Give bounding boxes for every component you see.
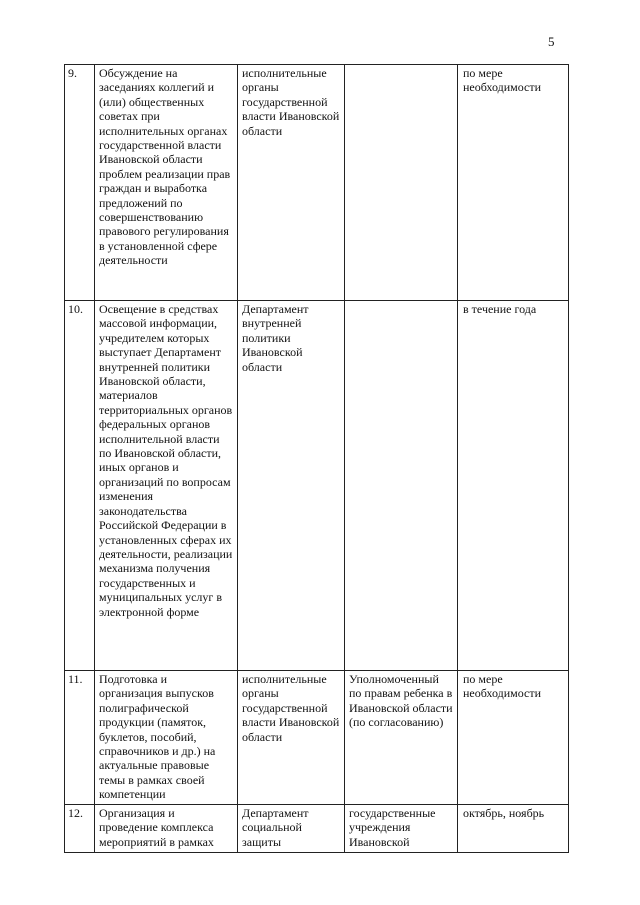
- executor-cell: [238, 805, 345, 853]
- activity-text: Освещение в средствах массовой информации, учредителем которых выступает Департамент внутренней политики Ивановской области, материалов территориальных органов федеральных органов исполнительной власти по Ивановской области, иных органов и организаций по вопросам изменения законодательства Российской Федерации в установленных сферах их деятельности, реализации механизма получения государственных и муниципальных услуг в электронной форме: [99, 302, 233, 619]
- executor-text: исполнительные органы государственной власти Ивановской области: [242, 672, 340, 744]
- deadline-text: по мере необходимости: [463, 672, 542, 701]
- table-row: [65, 65, 569, 301]
- row-number: 12.: [65, 805, 95, 853]
- partner-cell: [345, 301, 458, 671]
- partner-cell: [345, 805, 458, 853]
- activity-text: Обсуждение на заседаниях коллегий и (или) общественных советах при исполнительных органах государственной власти Ивановской области проблем реализации прав граждан и выработка предложений по совершенствованию правового регулирования в установленной сфере деятельности: [99, 66, 231, 268]
- deadline-cell: [458, 805, 569, 853]
- activity-cell: [95, 65, 238, 301]
- executor-cell: [238, 65, 345, 301]
- page-number: 5: [548, 34, 555, 49]
- executor-cell: [238, 671, 345, 805]
- activity-text: Подготовка и организация выпусков полиграфической продукции (памяток, буклетов, пособий, справочников и др.) на актуальные правовые темы в рамках своей компетенции: [99, 672, 216, 802]
- row-number: 9.: [65, 65, 95, 301]
- partner-cell: [345, 671, 458, 805]
- row-number: 10.: [65, 301, 95, 671]
- activity-cell: [95, 671, 238, 805]
- partner-cell: [345, 65, 458, 301]
- deadline-text: в течение года: [463, 302, 537, 316]
- deadline-text: по мере необходимости: [463, 66, 542, 95]
- executor-cell: [238, 301, 345, 671]
- executor-text: Департамент социальной защиты: [242, 806, 309, 849]
- plan-table: [64, 64, 569, 853]
- deadline-cell: [458, 301, 569, 671]
- executor-text: исполнительные органы государственной власти Ивановской области: [242, 66, 340, 138]
- table-row: [65, 805, 569, 853]
- deadline-cell: [458, 65, 569, 301]
- activity-cell: [95, 805, 238, 853]
- deadline-text: октябрь, ноябрь: [463, 806, 545, 820]
- activity-cell: [95, 301, 238, 671]
- activity-text: Организация и проведение комплекса мероприятий в рамках: [99, 806, 214, 849]
- table-row: [65, 671, 569, 805]
- deadline-cell: [458, 671, 569, 805]
- partner-text: Уполномоченный по правам ребенка в Ивановской области (по согласованию): [349, 672, 453, 730]
- partner-text: государственные учреждения Ивановской: [349, 806, 436, 849]
- row-number: 11.: [65, 671, 95, 805]
- executor-text: Департамент внутренней политики Ивановской области: [242, 302, 309, 374]
- table-row: [65, 301, 569, 671]
